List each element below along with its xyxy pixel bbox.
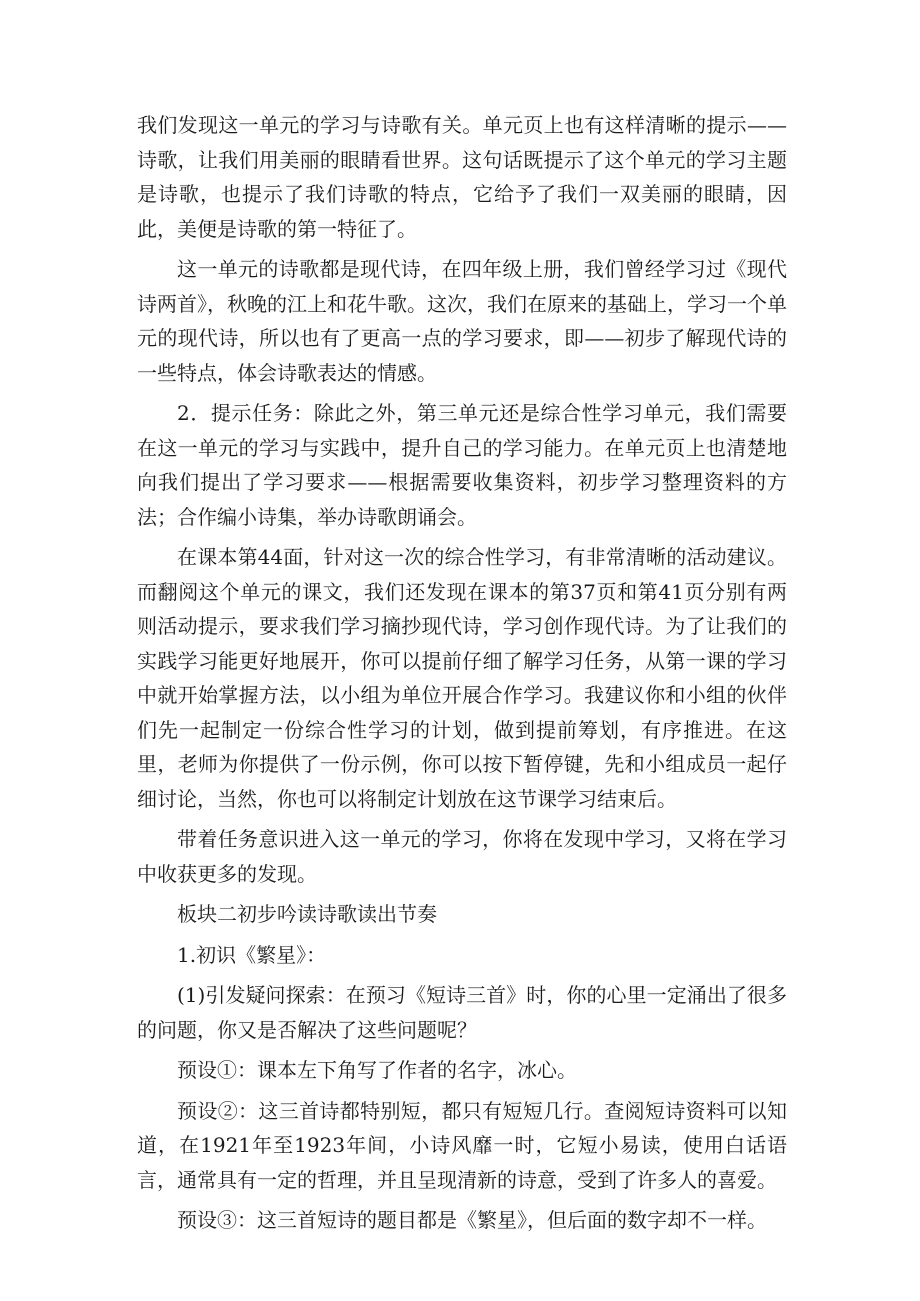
paragraph-preset-1: 预设①：课本左下角写了作者的名字，冰心。 [177, 1058, 577, 1082]
paragraph-task-awareness: 带着任务意识进入这一单元的学习，你将在发现中学习，又将在学习中收获更多的发现。 [137, 827, 787, 886]
section-heading-block-two: 板块二初步吟读诗歌读出节奏 [177, 902, 437, 926]
paragraph-task-prompt: 2．提示任务：除此之外，第三单元还是综合性学习单元，我们需要在这一单元的学习与实践中，提升自己的学习能力。在单元页上也清楚地向我们提出了学习要求——根据需要收集资料，初步学习整理资料的方法；合作编小诗集，举办诗歌朗诵会。 [137, 401, 787, 529]
paragraph-modern-poetry: 这一单元的诗歌都是现代诗，在四年级上册，我们曾经学习过《现代诗两首》，秋晚的江上和花牛歌。这次，我们在原来的基础上，学习一个单元的现代诗，所以也有了更高一点的学习要求，即——初步了解现代诗的一些特点，体会诗歌表达的情感。 [137, 257, 787, 385]
subheading-fanxing: 1.初识《繁星》： [177, 942, 327, 967]
document-body [137, 108, 787, 1238]
paragraph-question-exploration: (1)引发疑问探索：在预习《短诗三首》时，你的心里一定涌出了很多的问题，你又是否解决了这些问题呢？ [137, 983, 787, 1042]
paragraph-preset-2: 预设②：这三首诗都特别短，都只有短短几行。查阅短诗资料可以知道，在1921年至1923年间，小诗风靡一时，它短小易读，使用白话语言，通常具有一定的哲理，并且呈现清新的诗意，受到了许多人的喜爱。 [137, 1098, 787, 1192]
paragraph-activity-suggestion: 在课本第44面，针对这一次的综合性学习，有非常清晰的活动建议。而翻阅这个单元的课文，我们还发现在课本的第37页和第41页分别有两则活动提示，要求我们学习摘抄现代诗，学习创作现代诗。为了让我们的实践学习能更好地展开，你可以提前仔细了解学习任务，从第一课的学习中就开始掌握方法，以小组为单位开展合作学习。我建议你和小组的伙伴们先一起制定一份综合性学习的计划，做到提前筹划，有序推进。在这里，老师为你提供了一份示例，你可以按下暂停键，先和小组成员一起仔细讨论，当然，你也可以将制定计划放在这节课学习结束后。 [137, 545, 787, 811]
paragraph-preset-3: 预设③：这三首短诗的题目都是《繁星》，但后面的数字却不一样。 [177, 1208, 767, 1232]
paragraph-unit-intro: 我们发现这一单元的学习与诗歌有关。单元页上也有这样清晰的提示——诗歌，让我们用美丽的眼睛看世界。这句话既提示了这个单元的学习主题是诗歌，也提示了我们诗歌的特点，它给予了我们一双美丽的眼睛，因此，美便是诗歌的第一特征了。 [137, 113, 787, 241]
